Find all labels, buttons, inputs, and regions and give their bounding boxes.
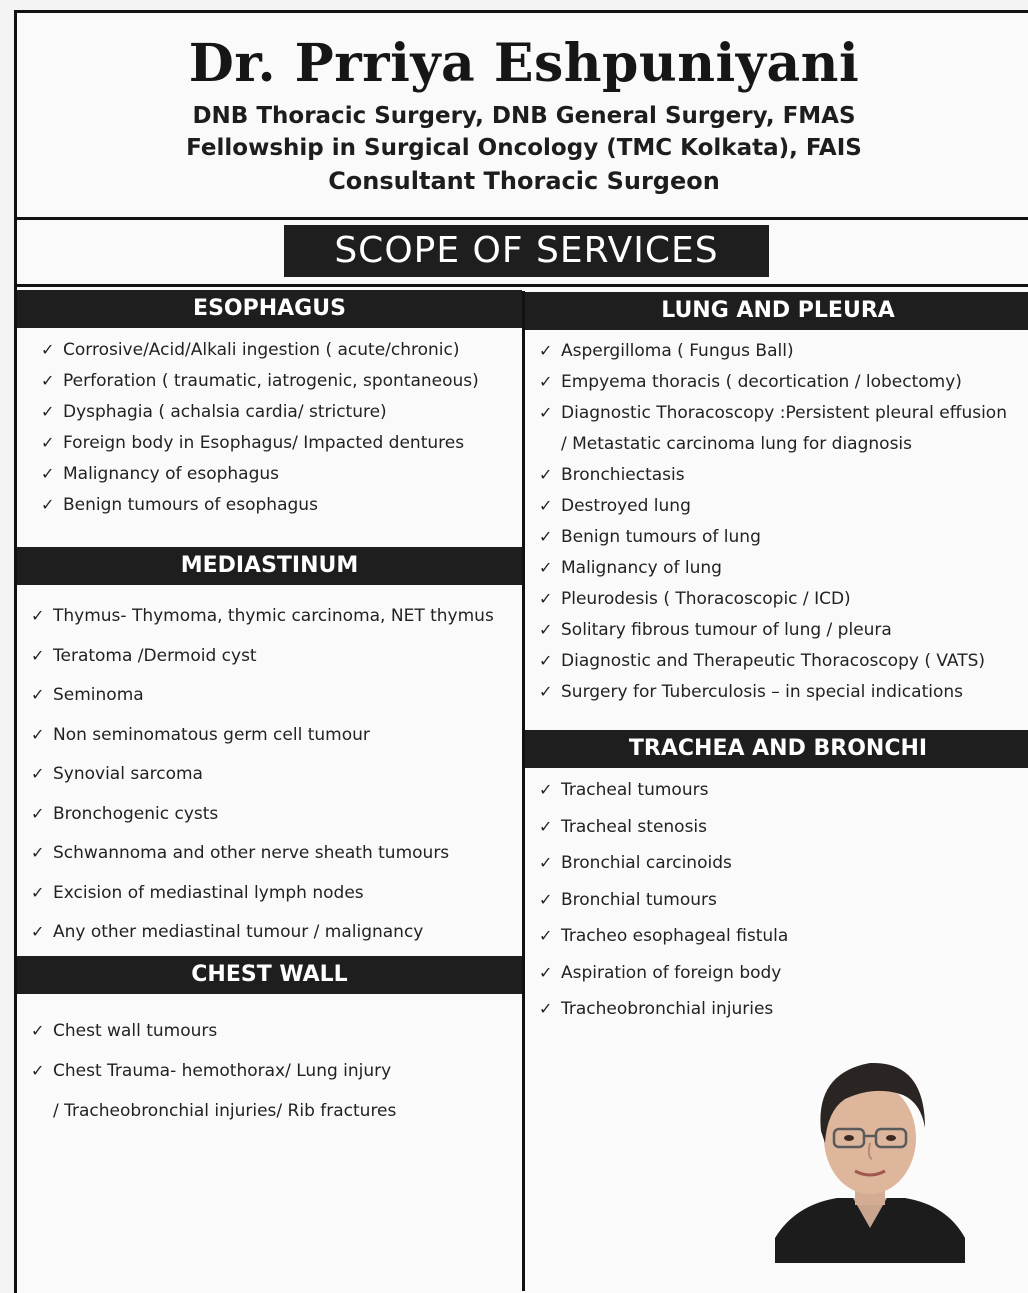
lung-pleura-list — [539, 341, 1019, 713]
section-header-mediastinum: MEDIASTINUM — [17, 547, 522, 585]
check-icon: ✓ — [539, 682, 553, 701]
check-icon: ✓ — [539, 527, 553, 546]
list-item: ✓ Pleurodesis ( Thoracoscopic / ICD) — [539, 589, 851, 609]
list-item: ✓ Seminoma — [31, 685, 144, 705]
section-header-lung-pleura: LUNG AND PLEURA — [525, 292, 1028, 330]
check-icon: ✓ — [539, 926, 553, 945]
check-icon: ✓ — [31, 803, 45, 823]
check-icon: ✓ — [539, 962, 553, 982]
check-icon: ✓ — [31, 882, 45, 902]
list-item-continuation: / Tracheobronchial injuries/ Rib fractures — [53, 1101, 397, 1121]
list-item: ✓ Non seminomatous germ cell tumour — [31, 724, 370, 745]
list-item: ✓ Tracheal tumours — [539, 780, 709, 800]
check-icon: ✓ — [41, 340, 55, 359]
check-icon: ✓ — [31, 922, 45, 941]
list-item: ✓ Tracheal stenosis — [539, 816, 708, 837]
list-item: ✓ Malignancy of esophagus — [41, 464, 280, 484]
check-icon: ✓ — [31, 606, 45, 625]
check-icon: ✓ — [31, 685, 45, 704]
check-icon: ✓ — [539, 496, 553, 515]
list-item: ✓ Bronchiectasis — [539, 465, 685, 485]
list-item: ✓ Diagnostic Thoracoscopy :Persistent pleural effusion — [539, 403, 1007, 423]
list-item: ✓ Empyema thoracis ( decortication / lobectomy) — [539, 372, 962, 392]
check-icon: ✓ — [539, 341, 553, 360]
list-item: ✓ Chest wall tumours — [31, 1021, 218, 1041]
check-icon: ✓ — [41, 433, 55, 452]
check-icon: ✓ — [41, 464, 55, 483]
list-item: ✓ Schwannoma and other nerve sheath tumours — [31, 843, 450, 863]
check-icon: ✓ — [31, 724, 45, 744]
designation: Consultant Thoracic Surgeon — [328, 167, 720, 195]
list-item: ✓ Bronchogenic cysts — [31, 803, 219, 824]
list-item: ✓ Tracheo esophageal fistula — [539, 926, 789, 946]
check-icon: ✓ — [31, 1061, 45, 1080]
list-item: ✓ Benign tumours of lung — [539, 527, 761, 547]
document-page — [14, 10, 1028, 1293]
list-item: ✓ Destroyed lung — [539, 496, 691, 516]
check-icon: ✓ — [31, 843, 45, 862]
divider-line — [17, 284, 1028, 287]
list-item: ✓ Chest Trauma- hemothorax/ Lung injury — [31, 1061, 392, 1081]
section-header-chest-wall: CHEST WALL — [17, 956, 522, 994]
scope-title: SCOPE OF SERVICES — [284, 225, 769, 277]
doctor-name: Dr. Prriya Eshpuniyani — [188, 33, 860, 94]
section-header-esophagus: ESOPHAGUS — [17, 290, 522, 328]
list-item: ✓ Foreign body in Esophagus/ Impacted dentures — [41, 433, 465, 453]
check-icon: ✓ — [539, 589, 553, 608]
check-icon: ✓ — [31, 764, 45, 783]
list-item: ✓ Benign tumours of esophagus — [41, 495, 318, 515]
header — [17, 13, 1028, 220]
mediastinum-list — [31, 606, 511, 962]
check-icon: ✓ — [539, 465, 553, 484]
check-icon: ✓ — [539, 889, 553, 909]
credentials-line-1: DNB Thoracic Surgery, DNB General Surgery, FMAS — [192, 103, 856, 129]
list-item: ✓ Aspiration of foreign body — [539, 962, 782, 983]
check-icon: ✓ — [539, 816, 553, 836]
check-icon: ✓ — [41, 495, 55, 514]
credentials-line-2: Fellowship in Surgical Oncology (TMC Kolkata), FAIS — [186, 135, 862, 161]
list-item: ✓ Tracheobronchial injuries — [539, 999, 774, 1019]
doctor-portrait — [775, 1033, 965, 1263]
check-icon: ✓ — [41, 402, 55, 421]
esophagus-list — [41, 340, 511, 526]
check-icon: ✓ — [539, 780, 553, 799]
list-item: ✓ Malignancy of lung — [539, 558, 722, 578]
chest-wall-list — [31, 1021, 511, 1141]
check-icon: ✓ — [539, 999, 553, 1018]
list-item: ✓ Solitary fibrous tumour of lung / pleura — [539, 620, 892, 640]
check-icon: ✓ — [539, 558, 553, 577]
list-item: ✓ Teratoma /Dermoid cyst — [31, 645, 257, 666]
section-header-trachea-bronchi: TRACHEA AND BRONCHI — [525, 730, 1028, 768]
portrait-illustration — [775, 1033, 965, 1263]
list-item: ✓ Diagnostic and Therapeutic Thoracoscopy ( VATS) — [539, 651, 986, 671]
list-item: ✓ Dysphagia ( achalsia cardia/ stricture) — [41, 402, 387, 422]
scope-band — [17, 220, 1028, 272]
check-icon: ✓ — [31, 645, 45, 665]
check-icon: ✓ — [539, 372, 553, 391]
check-icon: ✓ — [539, 853, 553, 872]
check-icon: ✓ — [41, 371, 55, 390]
list-item: ✓ Aspergilloma ( Fungus Ball) — [539, 341, 794, 361]
list-item: ✓ Bronchial carcinoids — [539, 853, 732, 873]
list-item: ✓ Synovial sarcoma — [31, 764, 203, 784]
list-item: ✓ Surgery for Tuberculosis – in special indications — [539, 682, 963, 702]
trachea-list — [539, 780, 1019, 1036]
check-icon: ✓ — [539, 403, 553, 422]
check-icon: ✓ — [539, 651, 553, 670]
check-icon: ✓ — [539, 620, 553, 639]
list-item: ✓ Bronchial tumours — [539, 889, 717, 910]
column-divider — [522, 291, 525, 1291]
list-item: ✓ Thymus- Thymoma, thymic carcinoma, NET thymus — [31, 606, 494, 626]
list-item: ✓ Any other mediastinal tumour / malignancy — [31, 922, 424, 942]
list-item-continuation: / Metastatic carcinoma lung for diagnosis — [561, 434, 913, 454]
list-item: ✓ Perforation ( traumatic, iatrogenic, spontaneous) — [41, 371, 479, 391]
list-item: ✓ Corrosive/Acid/Alkali ingestion ( acute/chronic) — [41, 340, 460, 360]
check-icon: ✓ — [31, 1021, 45, 1040]
list-item: ✓ Excision of mediastinal lymph nodes — [31, 882, 364, 903]
